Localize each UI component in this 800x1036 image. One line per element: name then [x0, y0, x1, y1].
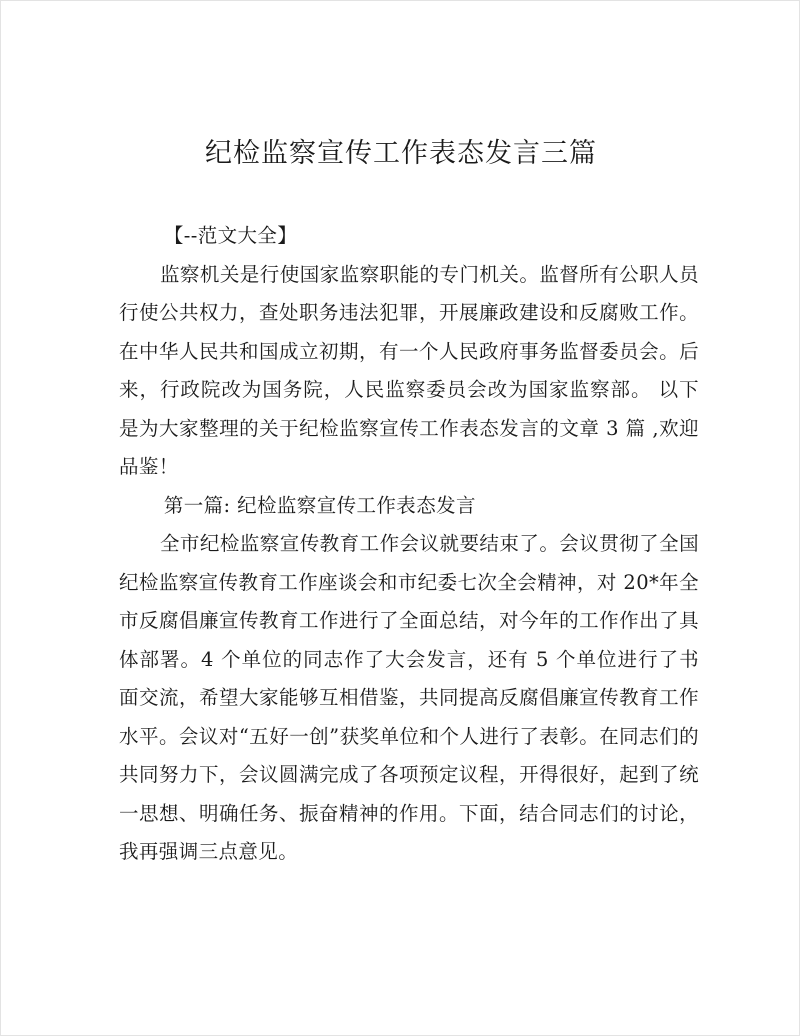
document-title: 纪检监察宣传工作表态发言三篇 [205, 138, 597, 169]
source-tag: 【--范文大全】 [163, 224, 298, 247]
section-heading: 第一篇: 纪检监察宣传工作表态发言 [163, 493, 476, 517]
body-paragraph: 全市纪检监察宣传教育工作会议就要结束了。会议贯彻了全国纪检监察宣传教育工作座谈会和市纪委七次全会精神，对 20*年全市反腐倡廉宣传教育工作进行了全面总结，对今年的工作作出了具体部署。4 个单位的同志作了大会发言，还有 5 个单位进行了书面交流，希望大家能够互相借鉴，共同提高反腐倡廉宣传教育工作水平。会议对“五好一创”获奖单位和个人进行了表彰。在同志们的共同努力下，会议圆满完成了各项预定议程，开得很好，起到了统一思想、明确任务、振奋精神的作用。下面，结合同志们的讨论，我再强调三点意见。 [119, 532, 699, 863]
intro-paragraph: 监察机关是行使国家监察职能的专门机关。监督所有公职人员行使公共权力，查处职务违法犯罪，开展廉政建设和反腐败工作。在中华人民共和国成立初期，有一个人民政府事务监督委员会。后来，行政院改为国务院，人民监察委员会改为国家监察部。 以下是为大家整理的关于纪检监察宣传工作表态发言的文章 3 篇 ,欢迎品鉴！ [119, 262, 699, 478]
document-body [119, 217, 699, 872]
